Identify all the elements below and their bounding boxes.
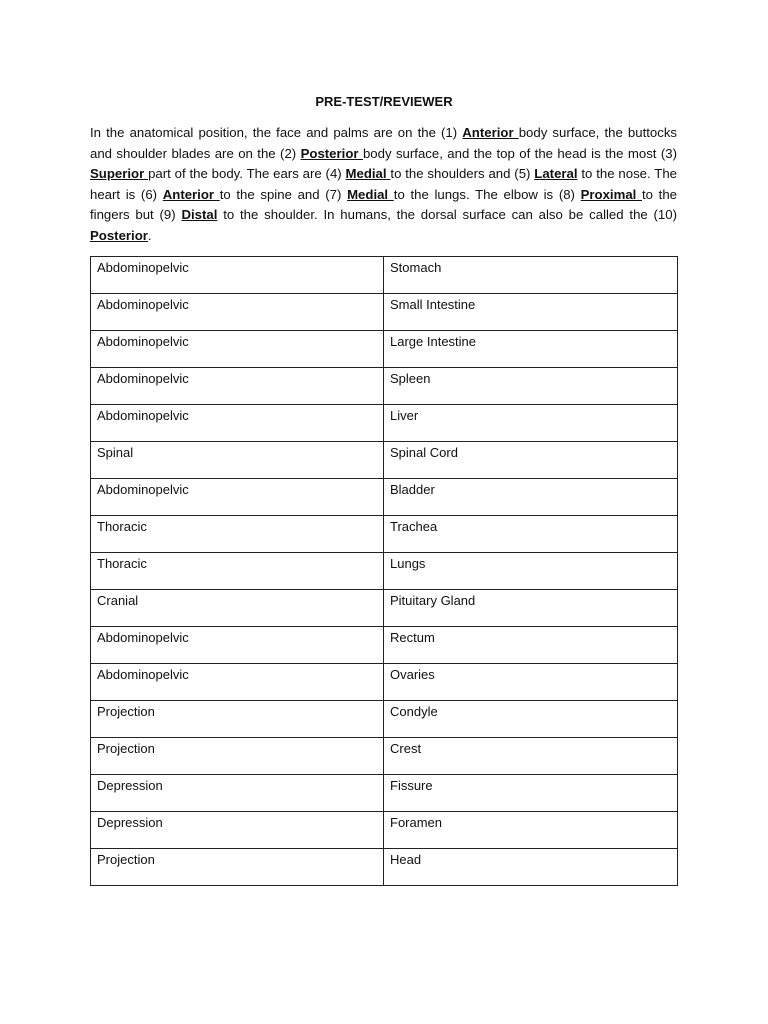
- answer-1: Anterior: [462, 125, 519, 140]
- table-cell-item: Trachea: [384, 516, 678, 553]
- paragraph-text: to the shoulder. In humans, the dorsal surface can also be called the (10): [217, 207, 677, 223]
- table-cell-category: Abdominopelvic: [91, 257, 384, 294]
- cavity-organ-table: [90, 256, 678, 886]
- table-row: [91, 368, 678, 405]
- table-cell-category: Spinal: [91, 442, 384, 479]
- page-title: PRE-TEST/REVIEWER: [315, 94, 453, 109]
- table-cell-item: Crest: [384, 738, 678, 775]
- table-row: [91, 553, 678, 590]
- table-cell-item: Stomach: [384, 257, 678, 294]
- table-row: [91, 701, 678, 738]
- paragraph-text: In the anatomical position, the face and palms are on the (1): [90, 125, 463, 140]
- answer-2: Posterior: [300, 145, 363, 161]
- table-cell-item: Large Intestine: [384, 331, 678, 368]
- table-cell-item: Fissure: [384, 775, 678, 812]
- table-cell-item: Lungs: [384, 553, 678, 590]
- intro-paragraph: [90, 123, 677, 247]
- table-cell-category: Depression: [91, 812, 384, 849]
- table-cell-category: Projection: [91, 849, 384, 886]
- paragraph-text: .: [147, 227, 152, 243]
- table-row: [91, 257, 678, 294]
- paragraph-text: body surface, and the top of the head is the most (3): [362, 145, 678, 161]
- table-cell-category: Abdominopelvic: [91, 331, 384, 368]
- table-row: [91, 849, 678, 886]
- table-cell-category: Depression: [91, 775, 384, 812]
- paragraph-text: to the spine and (7): [219, 186, 348, 202]
- table-cell-category: Abdominopelvic: [91, 294, 384, 331]
- table-cell-category: Abdominopelvic: [91, 405, 384, 442]
- table-cell-category: Projection: [91, 738, 384, 775]
- answer-3: Superior: [90, 166, 149, 182]
- answer-8: Proximal: [580, 186, 642, 202]
- paragraph-text: to the shoulders and (5): [390, 166, 535, 182]
- table-cell-category: Cranial: [91, 590, 384, 627]
- paragraph-text: to the fingers but (9): [90, 186, 678, 223]
- table-cell-item: Liver: [384, 405, 678, 442]
- paragraph-text: to the nose. The heart is (6): [90, 166, 678, 202]
- table-cell-item: Spleen: [384, 368, 678, 405]
- table-row: [91, 738, 678, 775]
- answer-7: Medial: [347, 186, 394, 202]
- answer-6: Anterior: [162, 186, 220, 202]
- table-row: [91, 590, 678, 627]
- table-cell-item: Spinal Cord: [384, 442, 678, 479]
- table-cell-category: Abdominopelvic: [91, 627, 384, 664]
- table-row: [91, 812, 678, 849]
- table-row: [91, 294, 678, 331]
- table-row: [91, 442, 678, 479]
- paragraph-text: to the lungs. The elbow is (8): [393, 186, 581, 202]
- table-row: [91, 516, 678, 553]
- table-cell-item: Head: [384, 849, 678, 886]
- table-cell-item: Ovaries: [384, 664, 678, 701]
- table-cell-item: Small Intestine: [384, 294, 678, 331]
- answer-5: Lateral: [534, 166, 578, 182]
- answer-9: Distal: [181, 207, 218, 223]
- table-cell-category: Abdominopelvic: [91, 664, 384, 701]
- table-row: [91, 331, 678, 368]
- table-cell-category: Abdominopelvic: [91, 368, 384, 405]
- table-row: [91, 775, 678, 812]
- table-cell-category: Thoracic: [91, 553, 384, 590]
- table-row: [91, 627, 678, 664]
- table-cell-item: Bladder: [384, 479, 678, 516]
- paragraph-text: body surface, the buttocks and shoulder blades are on the (2): [90, 125, 678, 161]
- table-row: [91, 664, 678, 701]
- answer-4: Medial: [345, 166, 391, 182]
- table-cell-category: Abdominopelvic: [91, 479, 384, 516]
- table-row: [91, 405, 678, 442]
- table-cell-item: Foramen: [384, 812, 678, 849]
- table-cell-item: Condyle: [384, 701, 678, 738]
- table-row: [91, 479, 678, 516]
- table-cell-category: Thoracic: [91, 516, 384, 553]
- table-cell-category: Projection: [91, 701, 384, 738]
- answer-10: Posterior: [90, 227, 148, 243]
- table-cell-item: Rectum: [384, 627, 678, 664]
- table-cell-item: Pituitary Gland: [384, 590, 678, 627]
- paragraph-text: part of the body. The ears are (4): [148, 166, 346, 182]
